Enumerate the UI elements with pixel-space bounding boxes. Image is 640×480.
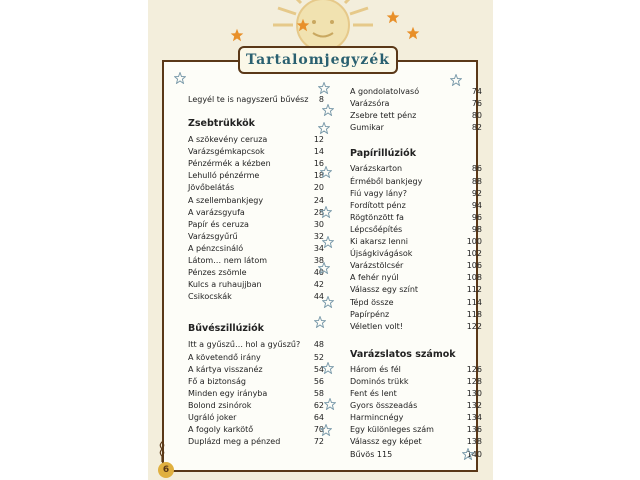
page-title: Tartalomjegyzék: [246, 52, 390, 68]
star-icon: [386, 10, 400, 24]
star-icon: [322, 236, 334, 248]
toc-entry[interactable]: [188, 243, 324, 255]
star-icon: [322, 296, 334, 308]
ornament-icon: [152, 440, 172, 464]
entry-title: Gyors összeadás: [350, 401, 418, 411]
entry-page: 30: [313, 219, 324, 229]
entry-title: Papírpénz: [350, 309, 390, 319]
entry-title: Tépd össze: [350, 297, 394, 307]
entry-page: 114: [466, 297, 482, 307]
entry-page: 80: [471, 111, 482, 121]
entry-page: 72: [313, 437, 324, 447]
entry-page: 44: [313, 292, 324, 302]
toc-entry[interactable]: [350, 309, 482, 321]
entry-page: 86: [471, 164, 482, 174]
star-icon: [314, 316, 326, 328]
toc-entry[interactable]: [188, 134, 324, 146]
star-icon: [406, 26, 420, 40]
toc-entry[interactable]: [350, 400, 482, 412]
entry-title: A szökevény ceruza: [188, 135, 268, 144]
toc-entry[interactable]: [188, 158, 324, 170]
entry-title: Ugráló joker: [188, 413, 237, 422]
entry-page: 34: [313, 243, 324, 253]
entry-title: Harmincnégy: [350, 413, 404, 423]
entry-page: 136: [466, 425, 482, 435]
toc-entry[interactable]: [188, 412, 324, 424]
entry-page: 96: [471, 212, 482, 222]
toc-entry[interactable]: [350, 200, 482, 212]
toc-entry[interactable]: [188, 94, 324, 106]
entry-title: Csikocskák: [188, 292, 232, 302]
entry-title: Fő a biztonság: [188, 376, 246, 386]
entry-page: 70: [313, 425, 324, 435]
entry-page: 128: [466, 376, 482, 386]
entry-title: A fogoly karkötő: [188, 425, 254, 435]
entry-page: 14: [313, 147, 324, 157]
entry-title: Varázsgyűrű: [188, 231, 238, 241]
entry-title: A kártya visszanéz: [188, 364, 263, 374]
entry-page: 76: [471, 99, 482, 109]
entry-title: Varázsóra: [350, 99, 390, 109]
star-icon: [322, 104, 334, 116]
toc-entry[interactable]: [188, 376, 324, 388]
entry-title: Ki akarsz lenni: [350, 237, 409, 246]
toc-entry[interactable]: [350, 224, 482, 236]
entry-page: 94: [471, 200, 482, 210]
entry-title: Látom… nem látom: [188, 256, 268, 265]
toc-entry[interactable]: [350, 436, 482, 448]
entry-page: 48: [313, 340, 324, 350]
toc-entry[interactable]: [188, 255, 324, 267]
entry-title: A szellembankjegy: [188, 195, 264, 205]
toc-entry[interactable]: [350, 236, 482, 248]
toc-entry[interactable]: [188, 352, 324, 364]
star-icon: [450, 74, 462, 86]
toc-entry[interactable]: [350, 176, 482, 188]
toc-entry[interactable]: [350, 364, 482, 376]
entry-title: Papír és ceruza: [188, 219, 249, 229]
toc-entry[interactable]: [188, 207, 324, 219]
entry-title: Itt a gyűszű… hol a gyűszű?: [188, 340, 301, 350]
entry-page: 64: [313, 413, 324, 422]
entry-title: Fent és lent: [350, 389, 397, 398]
entry-page: 74: [471, 87, 482, 96]
toc-entry[interactable]: [350, 272, 482, 284]
entry-page: 12: [313, 135, 324, 144]
section-heading: Papírillúziók: [350, 148, 417, 160]
entry-title: Zsebre tett pénz: [350, 111, 417, 121]
toc-entry[interactable]: [188, 339, 324, 351]
star-icon: [296, 18, 310, 32]
toc-entry[interactable]: [350, 260, 482, 272]
entry-title: Gumikar: [350, 123, 384, 133]
book-page: [148, 0, 493, 480]
entry-page: 100: [466, 237, 482, 246]
entry-title: Lépcsőépítés: [350, 224, 403, 234]
entry-page: 58: [313, 388, 324, 398]
toc-entry[interactable]: [350, 321, 482, 333]
entry-title: Véletlen volt!: [350, 321, 404, 331]
entry-title: Minden egy irányba: [188, 388, 268, 398]
star-icon: [322, 362, 334, 374]
entry-page: 32: [313, 231, 324, 241]
star-icon: [462, 448, 474, 460]
entry-page: 134: [466, 413, 482, 423]
toc-entry[interactable]: [188, 291, 324, 303]
toc-entry[interactable]: [188, 231, 324, 243]
star-icon: [318, 122, 330, 134]
entry-title: Válassz egy színt: [350, 285, 419, 295]
entry-title: Varázstölcsér: [350, 261, 404, 271]
toc-entry[interactable]: [350, 424, 482, 436]
entry-page: 88: [471, 176, 482, 186]
star-icon: [320, 424, 332, 436]
entry-title: Rögtönzött fa: [350, 212, 404, 222]
entry-page: 132: [466, 401, 482, 411]
toc-entry[interactable]: [350, 284, 482, 296]
entry-title: Varázsgémkapcsok: [188, 147, 265, 157]
entry-title: Kulcs a ruhaujjban: [188, 280, 262, 290]
toc-entry[interactable]: [188, 170, 324, 182]
star-icon: [174, 72, 186, 84]
toc-entry[interactable]: [350, 376, 482, 388]
toc-entry[interactable]: [350, 122, 482, 134]
toc-entry[interactable]: [188, 146, 324, 158]
entry-title: Három és fél: [350, 364, 401, 374]
entry-page: 126: [466, 364, 482, 374]
toc-entry[interactable]: [350, 86, 482, 98]
entry-page: 18: [313, 171, 324, 181]
entry-title: Bolond zsinórok: [188, 400, 252, 410]
toc-entry[interactable]: [188, 279, 324, 291]
entry-page: 122: [466, 321, 482, 331]
toc-entry[interactable]: [350, 212, 482, 224]
entry-title: Pénzes zsömle: [188, 268, 247, 278]
entry-page: 108: [466, 273, 482, 283]
entry-title: A gondolatolvasó: [350, 87, 420, 96]
toc-entry[interactable]: [350, 297, 482, 309]
entry-page: 42: [313, 280, 324, 290]
entry-page: 98: [471, 224, 482, 234]
toc-entry[interactable]: [188, 219, 324, 231]
entry-title: Legyél te is nagyszerű bűvész: [188, 95, 309, 104]
entry-title: Jövőbelátás: [188, 183, 235, 193]
entry-title: Érméből bankjegy: [350, 176, 423, 186]
toc-entry[interactable]: [350, 188, 482, 200]
entry-title: Duplázd meg a pénzed: [188, 437, 281, 447]
entry-title: Egy különleges szám: [350, 425, 434, 435]
entry-title: A pénzcsináló: [188, 243, 244, 253]
entry-page: 82: [471, 123, 482, 133]
toc-entry[interactable]: [188, 267, 324, 279]
star-icon: [320, 166, 332, 178]
entry-page: 40: [313, 268, 324, 278]
entry-page: 8: [318, 95, 324, 104]
toc-entry[interactable]: [350, 163, 482, 175]
entry-page: 56: [313, 376, 324, 386]
section-heading: Bűvészillúziók: [188, 323, 264, 335]
entry-title: Fiú vagy lány?: [350, 188, 408, 198]
toc-entry[interactable]: [350, 98, 482, 110]
entry-title: Újságkivágások: [350, 249, 413, 259]
toc-entry[interactable]: [188, 436, 324, 448]
entry-title: A fehér nyúl: [350, 273, 399, 283]
star-icon: [320, 206, 332, 218]
toc-entry[interactable]: [350, 110, 482, 122]
entry-page: 130: [466, 389, 482, 398]
toc-entry[interactable]: [350, 388, 482, 400]
entry-page: 24: [313, 195, 324, 205]
star-icon: [318, 82, 330, 94]
toc-entry[interactable]: [188, 424, 324, 436]
entry-title: Válassz egy képet: [350, 437, 422, 447]
entry-page: 62: [313, 400, 324, 410]
section-heading: Zsebtrükkök: [188, 118, 256, 129]
entry-page: 28: [313, 207, 324, 217]
star-icon: [230, 28, 244, 42]
toc-entry[interactable]: [188, 195, 324, 207]
entry-page: 138: [466, 437, 482, 447]
star-icon: [318, 262, 330, 274]
entry-page: 20: [313, 183, 324, 193]
toc-entry[interactable]: [188, 364, 324, 376]
entry-page: 16: [313, 159, 324, 169]
entry-page: 92: [471, 188, 482, 198]
toc-entry[interactable]: [350, 248, 482, 260]
entry-page: 52: [313, 352, 324, 362]
entry-page: 140: [466, 449, 482, 459]
entry-page: 118: [466, 309, 482, 319]
toc-entry[interactable]: [188, 388, 324, 400]
toc-entry[interactable]: [188, 400, 324, 412]
entry-title: Lehulló pénzérme: [188, 171, 260, 181]
entry-title: A varázsgyufa: [188, 207, 245, 217]
entry-title: Varázskarton: [350, 164, 403, 174]
section-heading: Varázslatos számok: [350, 348, 456, 360]
entry-title: Pénzérmék a kézben: [188, 159, 271, 169]
entry-title: Bűvös 115: [350, 449, 393, 459]
entry-page: 38: [313, 256, 324, 265]
toc-entry[interactable]: [350, 412, 482, 424]
title-banner: [238, 46, 398, 74]
entry-title: Fordított pénz: [350, 200, 406, 210]
entry-page: 54: [313, 364, 324, 374]
entry-page: 112: [466, 285, 482, 295]
entry-title: Dominós trükk: [350, 376, 409, 386]
entry-page: 106: [466, 261, 482, 271]
entry-page: 102: [466, 249, 482, 259]
page-number: 6: [158, 462, 174, 478]
star-icon: [324, 398, 336, 410]
entry-title: A követendő irány: [188, 352, 261, 362]
toc-entry[interactable]: [188, 182, 324, 194]
